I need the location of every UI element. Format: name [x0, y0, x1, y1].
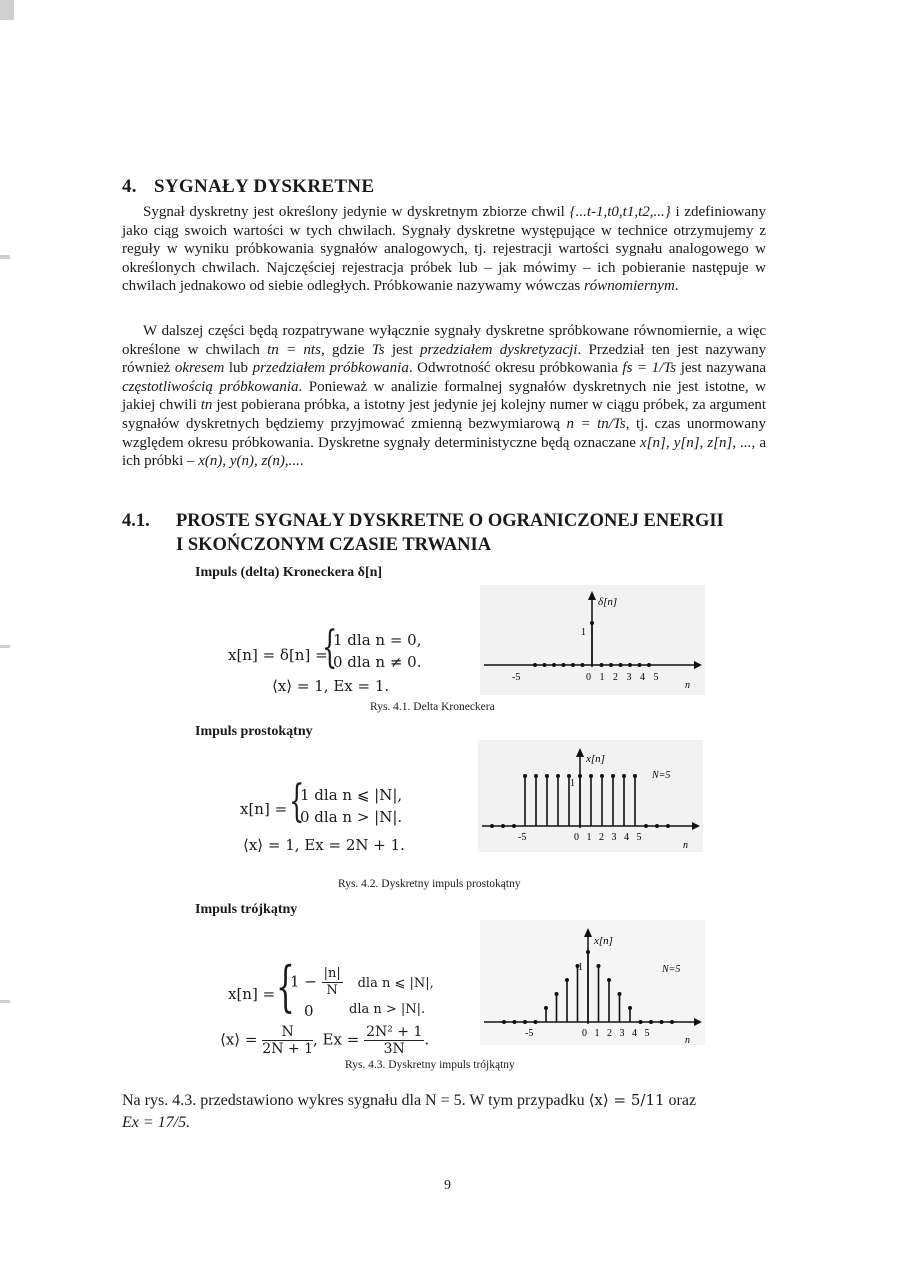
plot-axis-n: n	[683, 840, 688, 851]
triangle-lhs: x[n] =	[228, 985, 276, 1003]
plot-param: N=5	[662, 964, 681, 975]
stem-point	[501, 824, 505, 828]
stem-point	[513, 1020, 517, 1024]
stem-point	[578, 774, 582, 778]
triangle-brace: {	[276, 955, 295, 1018]
stem-point	[666, 824, 670, 828]
rect-heading: Impuls prostokątny	[195, 724, 313, 739]
stem-point	[581, 663, 585, 667]
triangle-case1: 1 − $\frac{|n|}{N}$ dla n ⩽ |N|,	[290, 966, 434, 998]
plot-x-tick-left: -5	[525, 1028, 534, 1039]
subsection-heading	[122, 510, 782, 558]
stem-point	[628, 1006, 632, 1010]
rect-brace: {	[289, 776, 305, 827]
kronecker-brace: {	[322, 622, 338, 673]
time-set: {...t-1,t0,t1,t2,...}	[569, 204, 671, 220]
paragraph-sampling: W dalszej części będą rozpatrywane wyłącznie sygnały dyskretne spróbkowane równomiernie, a więc określone w chwilach tn = nts, gdzie Ts jest przedziałem dyskretyzacji. Przedział ten jest nazywany również okresem lub przedziałem próbkowania. Odwrotność okresu próbkowania fs = 1/Ts jest nazywana częstotliwością próbkowania. Ponieważ w analizie formalnej sygnałów dyskretnych nie jest istotne, w jakiej chwili tn jest pobierana próbka, a istotny jest jedynie jej kolejny numer w ciągu próbek, za argument sygnałów dyskretnych będziemy przyjmować zmienną bezwymiarową n = tn/Ts, tj. czas unormowany względem okresu próbkowania. Dyskretne sygnały deterministyczne będą oznaczane x[n], y[n], z[n], ..., a ich próbki – x(n), y(n), z(n),....	[122, 323, 767, 470]
stem-point	[633, 774, 637, 778]
stem-point	[534, 1020, 538, 1024]
stem-point	[523, 1020, 527, 1024]
stem-point	[644, 824, 648, 828]
stem-point	[589, 774, 593, 778]
scan-edge-mark	[0, 0, 14, 20]
plot-title-label: x[n]	[586, 753, 605, 765]
stem-point	[552, 663, 556, 667]
section-heading	[122, 176, 374, 198]
rect-case1: 1 dla n ⩽ |N|,	[300, 786, 403, 804]
stem-point	[544, 1006, 548, 1010]
energy-value: Ex = 17/5.	[122, 1114, 191, 1131]
stem-point	[555, 992, 559, 996]
stem-point	[490, 824, 494, 828]
section-number: 4.	[122, 176, 137, 197]
stem-point	[670, 1020, 674, 1024]
stem-point	[590, 621, 594, 625]
triangle-heading: Impuls trójkątny	[195, 902, 298, 917]
plot-x-tick-left: -5	[512, 672, 521, 683]
stem-point	[534, 774, 538, 778]
paragraph-conclusion: Na rys. 4.3. przedstawiono wykres sygnału dla N = 5. W tym przypadku ⟨x⟩ = 5/11 oraz Ex = 17/5.	[122, 1091, 697, 1131]
stem-point	[545, 774, 549, 778]
triangle-case2-val: 0	[304, 1002, 314, 1020]
plot-axis-n: n	[685, 680, 690, 691]
term-uniform: równomiernym	[583, 278, 675, 295]
figure-caption-4-2: Rys. 4.2. Dyskretny impuls prostokątny	[338, 878, 521, 890]
figure-caption-4-1: Rys. 4.1. Delta Kroneckera	[370, 701, 495, 713]
stem-point	[611, 774, 615, 778]
scan-edge-mark	[0, 1000, 10, 1003]
stem-point	[565, 978, 569, 982]
rect-case2: 0 dla n > |N|.	[300, 808, 403, 826]
plot-param: N=5	[652, 770, 671, 781]
stem-point	[622, 774, 626, 778]
figure-caption-4-3: Rys. 4.3. Dyskretny impuls trójkątny	[345, 1059, 515, 1071]
stem-point	[660, 1020, 664, 1024]
stem-point	[523, 774, 527, 778]
stem-point	[647, 663, 651, 667]
stem-point	[533, 663, 537, 667]
stem-point	[543, 663, 547, 667]
mean-value: ⟨x⟩ = 5/11	[588, 1091, 665, 1109]
section-title: SYGNAŁY DYSKRETNE	[154, 176, 375, 197]
stem-point	[607, 978, 611, 982]
stem-point	[655, 824, 659, 828]
scan-edge-mark	[0, 255, 10, 259]
rect-plot	[478, 740, 703, 852]
plot-y-tick: 1	[570, 778, 575, 789]
stem-point	[628, 663, 632, 667]
stem-point	[571, 663, 575, 667]
subsection-title-line2: I SKOŃCZONYM CZASIE TRWANIA	[176, 535, 492, 555]
stem-point	[649, 1020, 653, 1024]
stem-point	[600, 774, 604, 778]
kronecker-lhs: x[n] = δ[n] =	[228, 646, 328, 664]
plot-y-tick: 1	[581, 627, 586, 638]
stem-point	[609, 663, 613, 667]
plot-y-tick: 1	[578, 962, 583, 973]
kronecker-plot	[480, 585, 705, 695]
plot-background	[480, 920, 705, 1045]
stem-point	[639, 1020, 643, 1024]
plot-axis-n: n	[685, 1035, 690, 1045]
plot-x-ticks-right: 0 1 2 3 4 5	[586, 672, 662, 683]
kronecker-case1: 1 dla n = 0,	[333, 631, 422, 649]
kronecker-case2: 0 dla n ≠ 0.	[333, 653, 422, 671]
scan-edge-mark	[0, 645, 10, 648]
subsection-number: 4.1.	[122, 511, 150, 531]
kronecker-props: ⟨x⟩ = 1, Ex = 1.	[272, 677, 390, 695]
stem-point	[600, 663, 604, 667]
stem-point	[562, 663, 566, 667]
paragraph-intro: Sygnał dyskretny jest określony jedynie w dyskretnym zbiorze chwil {...t-1,t0,t1,t2,...} i zdefiniowany jako ciąg swoich wartości w tych chwilach. Sygnały dyskretne występujące w technice otrzymujemy z reguły w wyniku próbkowania sygnałów analogowych, tj. rejestracji wartości sygnału analogowego w określonych chwilach. Najczęściej rejestracja próbek lub – jak mówimy – ich pobieranie następuje w chwilach jednakowo od siebie odległych. Próbkowanie nazywamy wówczas równomiernym.	[122, 204, 767, 295]
triangle-plot	[480, 920, 705, 1045]
stem-point	[502, 1020, 506, 1024]
stem-point	[638, 663, 642, 667]
plot-title-label: δ[n]	[598, 596, 618, 608]
plot-x-tick-left: -5	[518, 832, 527, 843]
triangle-case2-cond: dla n > |N|.	[349, 1002, 426, 1017]
triangle-props: ⟨x⟩ = $\frac{N}{2N + 1}$ , Ex = $\frac{\text{2N² + 1}}{3N}$ .	[220, 1024, 430, 1057]
subsection-title-line1: PROSTE SYGNAŁY DYSKRETNE O OGRANICZONEJ ENERGII	[176, 511, 724, 531]
stem-point	[556, 774, 560, 778]
kronecker-heading: Impuls (delta) Kroneckera δ[n]	[195, 565, 383, 580]
plot-x-ticks-right: 0 1 2 3 4 5	[582, 1028, 652, 1039]
rect-lhs: x[n] =	[240, 800, 288, 818]
stem-point	[597, 964, 601, 968]
plot-title-label: x[n]	[594, 935, 613, 947]
plot-x-ticks-right: 0 1 2 3 4 5	[574, 832, 644, 843]
rect-props: ⟨x⟩ = 1, Ex = 2N + 1.	[243, 836, 405, 854]
stem-point	[586, 950, 590, 954]
stem-point	[618, 992, 622, 996]
stem-point	[512, 824, 516, 828]
stem-point	[619, 663, 623, 667]
page-number: 9	[444, 1178, 451, 1193]
